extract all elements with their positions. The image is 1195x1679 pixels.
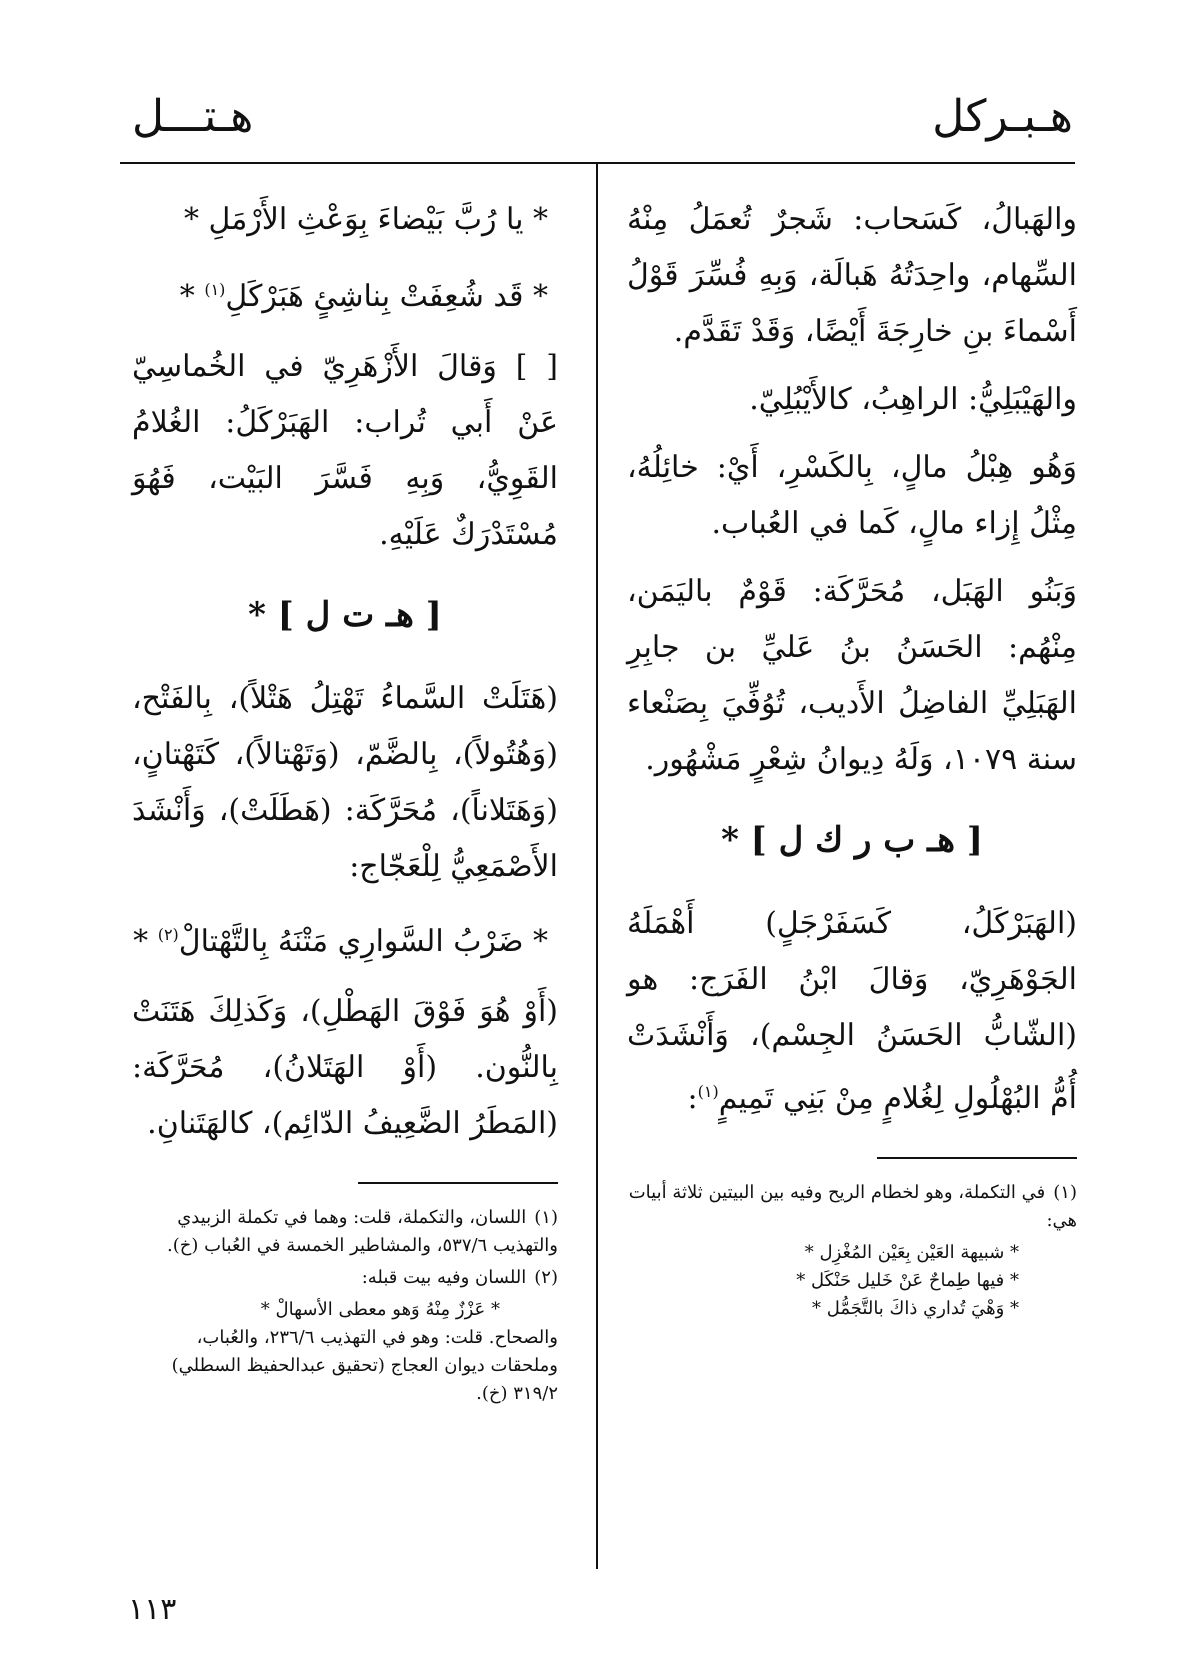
footnote-ref: (٢) xyxy=(157,925,179,944)
verse-text: * ضَرْبُ السَّوارِي مَتْنَهُ بِالتَّهْتالْ xyxy=(178,924,548,959)
column-divider xyxy=(596,162,598,1569)
footnote-rule xyxy=(358,1182,558,1184)
footnote-rule xyxy=(877,1157,1077,1159)
entry-paragraph: (أَوْ هُوَ فَوْقَ الهَطْلِ)، وَكَذلِكَ هَتَنَتْ بِالنُّون. (أَوْ الهَتَلانُ)، مُحَرَّكَة: (المَطَرُ الضَّعِيفُ الدّائِم)، كالهَتَنانِ. xyxy=(132,994,558,1141)
footnote-number: (١) xyxy=(1053,1182,1077,1203)
verse-tail: * xyxy=(133,924,158,959)
entry-text: (الهَبَرْكَلُ، كَسَفَرْجَلٍ) أَهْمَلَهُ الجَوْهَرِيّ، وَقالَ ابْنُ الفَرَج: هو (الشّابُّ الحَسَنُ الجِسْم)، وَأَنْشَدَتْ أُمُّ البُهْلُولِ لِغُلامٍ مِنْ بَنِي تَمِيمٍ xyxy=(627,906,1077,1116)
footnote-verse: * عَزْزٌ مِنْهُ وَهو معطى الأسهالْ * xyxy=(260,1299,500,1320)
section-title-htl: [ هـ ت ل ] * xyxy=(248,595,442,635)
entry-paragraph: وَبَنُو الهَبَل، مُحَرَّكَة: قَوْمٌ باليَمَن، مِنْهُم: الحَسَنُ بنُ عَليِّ بن جابِرِ الهَبَلِيِّ الفاضِلُ الأَديب، تُوُفِّيَ بِصَنْعاء سنة ١٠٧٩، وَلَهُ دِيوانُ شِعْرٍ مَشْهُور. xyxy=(627,574,1077,777)
footnote xyxy=(627,1179,1077,1235)
entry-text-tail: : xyxy=(687,1081,698,1116)
page-number: ١١٣ xyxy=(128,1592,177,1627)
footnote-verse: * شبيهة العَيْن بِعَيْن المُغْزِل * xyxy=(804,1242,1019,1263)
header-root-right: هـبـرك‍ل xyxy=(932,91,1073,142)
footnote-ref: (١) xyxy=(697,1082,719,1101)
verse-tail: * xyxy=(179,279,205,314)
entry-paragraph: والهَيْبَلِيُّ: الراهِبُ، كالأَيْبُلِيّ. xyxy=(749,382,1077,417)
entry-paragraph: [ ] وَقالَ الأَزْهَرِيّ في الخُماسِيّ عَنْ أَبي تُراب: الهَبَرْكَلُ: الغُلامُ القَوِيُّ، وَبِهِ فَسَّرَ البَيْت، فَهُوَ مُسْتَدْرَكٌ عَلَيْهِ. xyxy=(132,349,558,552)
footnote-verse: * وَهْيَ تُداري ذاكَ بالتَّجَمُّل * xyxy=(812,1298,1019,1319)
verse-line xyxy=(132,262,558,325)
footnote xyxy=(132,1264,558,1292)
footnote-text: اللسان، والتكملة، قلت: وهما في تكملة الزبيدي والتهذيب ٥٣٧/٦، والمشاطير الخمسة في العُباب (خ). xyxy=(167,1207,558,1256)
footnote-text: في التكملة، وهو لخطام الريح وفيه بين البيتين ثلاثة أبيات هي: xyxy=(628,1182,1077,1231)
footnote-verse: * فيها طِماحٌ عَنْ خَليل حَنْكَل * xyxy=(796,1270,1019,1291)
entry-paragraph xyxy=(627,896,1077,1127)
entry-paragraph: والهَبالُ، كَسَحاب: شَجرٌ تُعمَلُ مِنْهُ السِّهام، واحِدَتُهُ هَبالَة، وَبِهِ فُسِّرَ قَوْلُ أَسْماءَ بنِ خارِجَةَ أَيْضًا، وَقَدْ تَقَدَّم. xyxy=(627,202,1077,349)
entry-paragraph: وَهُو هِبْلُ مالٍ، بِالكَسْرِ، أَيْ: خائِلُهُ، مِثْلُ إِزاء مالٍ، كَما في العُباب. xyxy=(627,450,1077,541)
footnote-ref: (١) xyxy=(204,280,226,299)
footnote-number: (٢) xyxy=(534,1267,558,1288)
footnote-number: (١) xyxy=(534,1207,558,1228)
verse-line xyxy=(132,907,558,970)
left-column xyxy=(132,192,558,1412)
footnote-text: اللسان وفيه بيت قبله: xyxy=(361,1267,527,1288)
verse-text: * قَد شُعِفَتْ بِناشِئٍ هَبَرْكَلِ xyxy=(225,279,548,314)
right-column xyxy=(627,192,1077,1323)
entry-paragraph: (هَتَلَتْ السَّماءُ تَهْتِلُ هَتْلاً)، بِالفَتْح، (وَهُتُولاً)، بِالضَّمّ، (وَتَهْتالاً)، كَتَهْتانٍ، (وَهَتَلاناً)، مُحَرَّكَة: (هَطَلَتْ)، وَأَنْشَدَ الأَصْمَعِيُّ لِلْعَجّاج: xyxy=(132,681,558,884)
footnote-continuation: والصحاح. قلت: وهو في التهذيب ٢٣٦/٦، والعُباب، وملحقات ديوان العجاج (تحقيق عبدالحفيظ السطلي) ٣١٩/٢ (خ). xyxy=(171,1327,558,1404)
footnote xyxy=(132,1204,558,1260)
section-title-hbrkl: [ هـ ب ر ك ل ] * xyxy=(721,820,983,860)
verse-line: * يا رُبَّ بَيْضاءَ بِوَعْثِ الأَرْمَلِ * xyxy=(183,202,548,237)
header-root-left: هـتـــل xyxy=(132,91,254,142)
